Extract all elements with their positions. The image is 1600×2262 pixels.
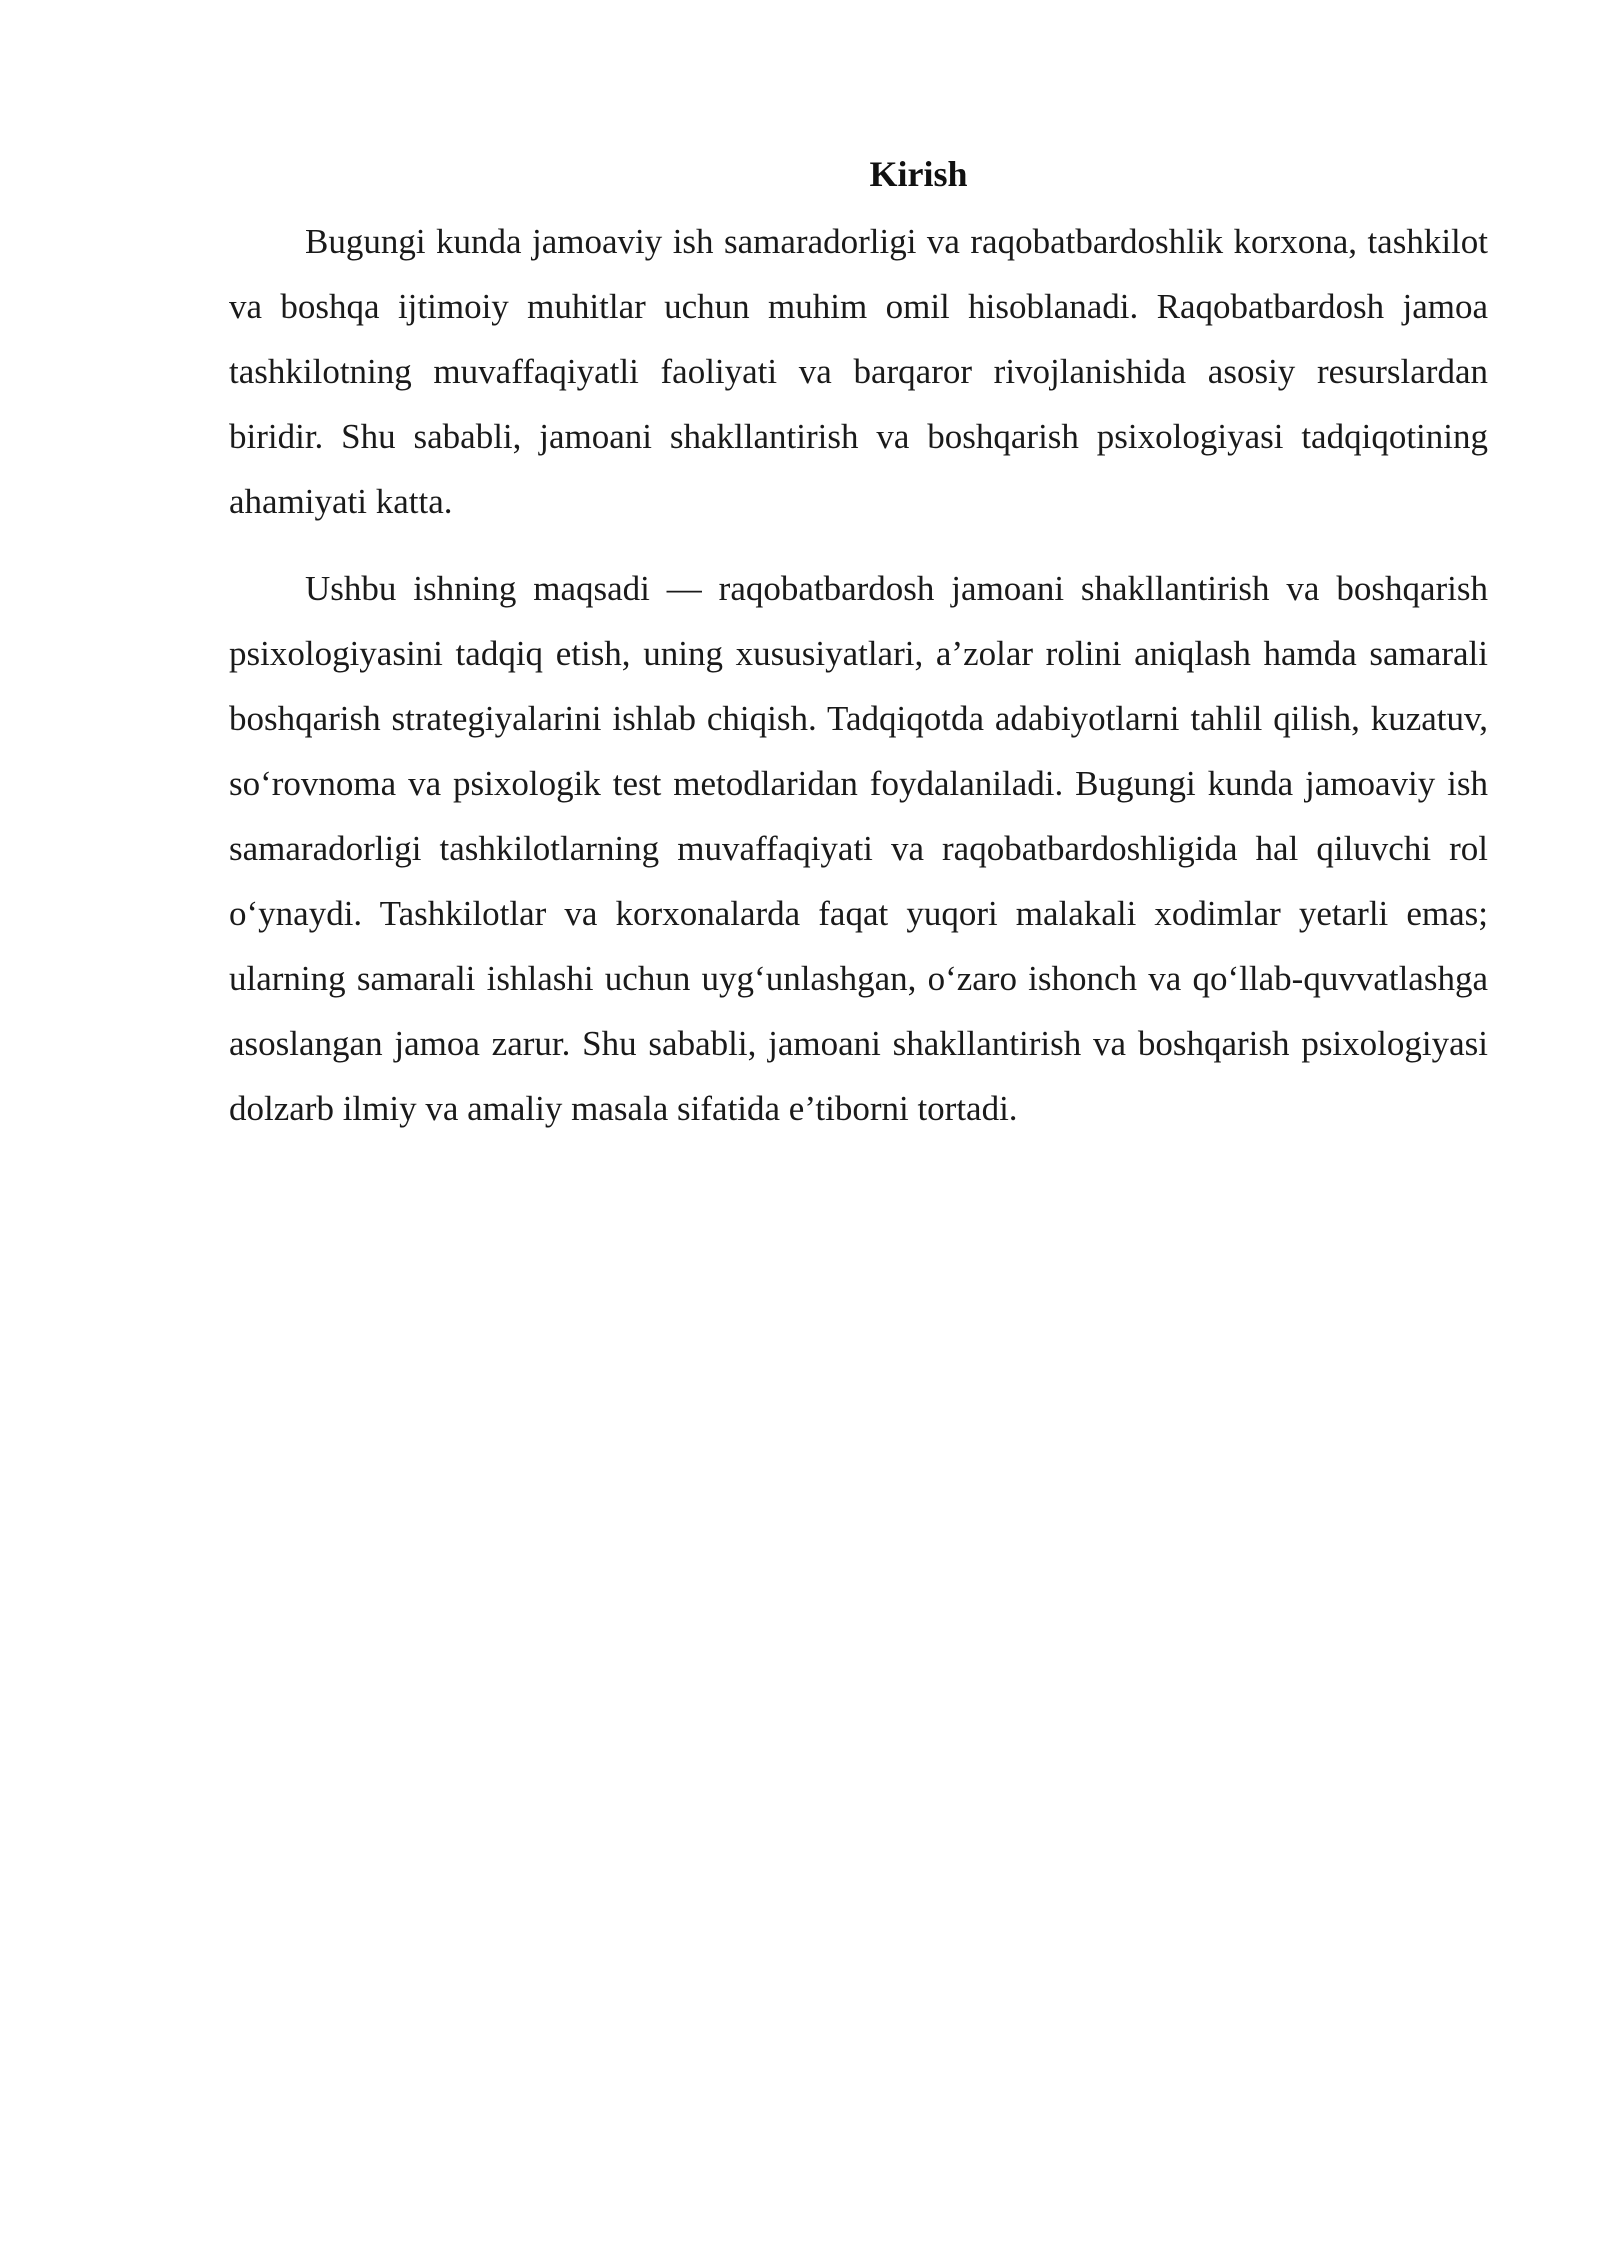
paragraph-intro: Bugungi kunda jamoaviy ish samaradorligi va raqobatbardoshlik korxona, tashkilot va boshqa ijtimoiy muhitlar uchun muhim omil hisoblanadi. Raqobatbardosh jamoa tashkilotning muvaffaqiyatli faoliyati va barqaror rivojlanishida asosiy resurslardan biridir. Shu sababli, jamoani shakllantirish va boshqarish psixologiyasi tadqiqotining ahamiyati katta. xyxy=(229,222,1488,521)
paragraph-purpose: Ushbu ishning maqsadi — raqobatbardosh jamoani shakllantirish va boshqarish psixologiyasini tadqiq etish, uning xususiyatlari, a’zolar rolini aniqlash hamda samarali boshqarish strategiyalarini ishlab chiqish. Tadqiqotda adabiyotlarni tahlil qilish, kuzatuv, so‘rovnoma va psixologik test metodlaridan foydalaniladi. Bugungi kunda jamoaviy ish samaradorligi tashkilotlarning muvaffaqiyati va raqobatbardoshligida hal qiluvchi rol o‘ynaydi. Tashkilotlar va korxonalarda faqat yuqori malakali xodimlar yetarli emas; ularning samarali ishlashi uchun uyg‘unlashgan, o‘zaro ishonch va qo‘llab-quvvatlashga asoslangan jamoa zarur. Shu sababli, jamoani shakllantirish va boshqarish psixologiyasi dolzarb ilmiy va amaliy masala sifatida e’tiborni tortadi. xyxy=(229,569,1488,1128)
page-content xyxy=(229,148,1488,1141)
section-title: Kirish xyxy=(869,154,968,194)
